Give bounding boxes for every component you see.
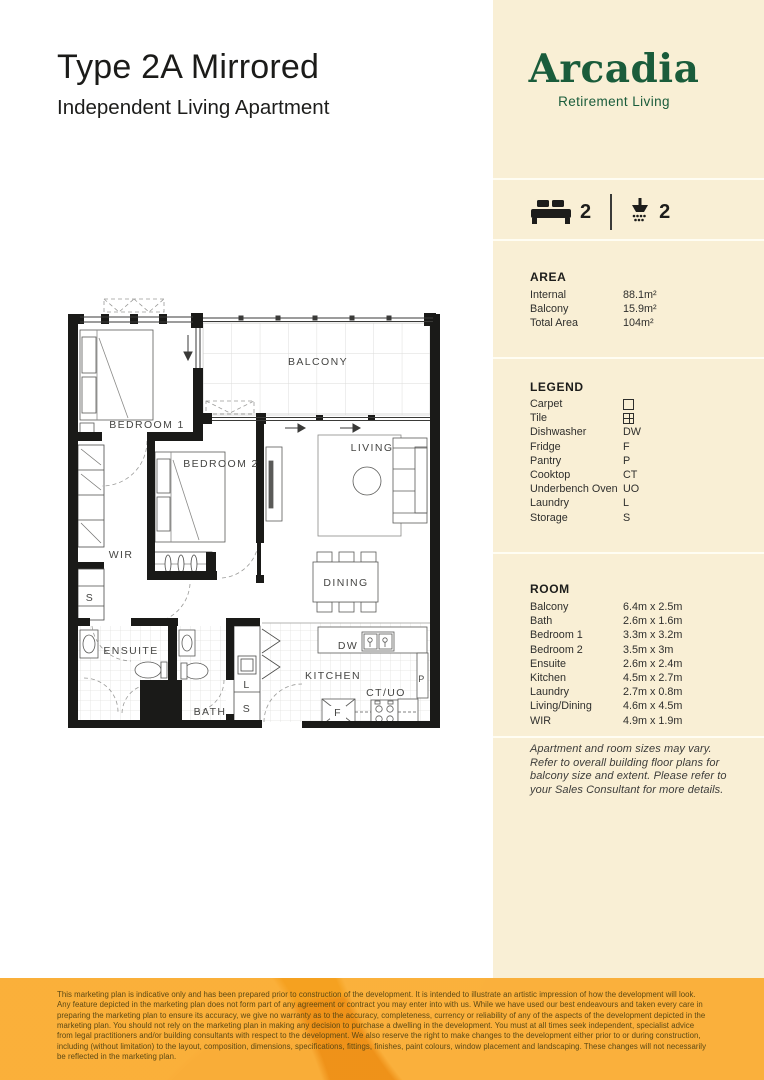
room-size: 2.6m x 2.4m <box>623 657 683 670</box>
room-row <box>530 685 750 699</box>
bathroom-count: 2 <box>659 200 671 223</box>
legend-row <box>530 454 750 468</box>
legend-code: L <box>623 497 630 510</box>
section-divider <box>493 552 764 554</box>
room-row <box>530 714 750 728</box>
room-heading: ROOM <box>530 582 570 596</box>
room-label: Bedroom 2 <box>530 643 583 656</box>
room-table <box>530 600 750 728</box>
room-size: 4.5m x 2.7m <box>623 671 683 684</box>
page-subtitle: Independent Living Apartment <box>57 96 330 119</box>
legend-label: Carpet <box>530 398 563 410</box>
room-label: WIR <box>530 714 551 727</box>
area-label: Internal <box>530 289 567 301</box>
legend-row <box>530 440 750 454</box>
plan-label-storage-wir: S <box>85 592 95 604</box>
legend-row <box>530 482 750 496</box>
area-value: 88.1m² <box>623 289 657 301</box>
section-divider <box>493 239 764 241</box>
area-label: Total Area <box>530 317 579 330</box>
legend-heading: LEGEND <box>530 380 584 394</box>
section-divider <box>493 178 764 180</box>
shower-icon <box>628 198 652 226</box>
plan-label-laundry: L <box>243 679 251 691</box>
room-label: Living/Dining <box>530 700 592 713</box>
area-heading: AREA <box>530 270 567 284</box>
legend-table <box>530 397 750 525</box>
legend-label: Tile <box>530 412 547 425</box>
bed-bath-stats <box>529 192 670 232</box>
brand-tagline: Retirement Living <box>558 94 670 109</box>
plan-label-kitchen: KITCHEN <box>305 670 361 682</box>
area-label: Balcony <box>530 303 569 316</box>
plan-label-balcony: BALCONY <box>288 356 348 368</box>
area-table <box>530 288 750 331</box>
room-size: 2.6m x 1.6m <box>623 615 683 628</box>
living-furniture <box>266 435 427 536</box>
area-row <box>530 288 750 302</box>
room-row <box>530 643 750 657</box>
legend-row <box>530 468 750 482</box>
info-panel <box>493 0 764 978</box>
plan-label-ensuite: ENSUITE <box>103 645 159 657</box>
plan-label-bath: BATH <box>193 706 227 718</box>
room-label: Kitchen <box>530 671 567 684</box>
plan-label-storage-laundry: S <box>242 703 252 715</box>
legend-code: S <box>623 511 631 524</box>
area-value: 15.9m² <box>623 303 657 316</box>
legend-code: P <box>623 454 631 467</box>
room-label: Bedroom 1 <box>530 629 583 642</box>
plan-label-bedroom2: BEDROOM 2 <box>183 458 259 470</box>
disclaimer-text: This marketing plan is indicative only and has been prepared prior to construction of the development. It is intended to illustrate an artistic impression of how the development will look. Any feature depicted in the marketing plan does not form part of any agreement or contract you may enter into with us. While we have used our best endeavours and taken every care in preparing the marketing plan to ensure its accuracy, we give no warranty as to the accuracy, completeness, currency or reliability of any of the aspects of the development depicted in the marketing plan. You should not rely on the marketing plan in making any decision to purchase a dwelling in the development. You must at all times seek independent, specialist advice from legal practitioners and/or building consultants with respect to the development. We also reserve the right to make changes to the development either prior to or during construction, including (without limitation) to the layout, composition, dimensions, specifications, fittings, finishes, paint colours, window placement and landscaping. These changes will not necessarily be reflected in the marketing plan. <box>57 990 707 1062</box>
legend-code: DW <box>623 426 641 439</box>
legend-label: Underbench Oven <box>530 483 618 496</box>
room-label: Ensuite <box>530 657 567 670</box>
legend-label: Cooktop <box>530 468 571 481</box>
room-size: 3.5m x 3m <box>623 643 674 656</box>
room-size: 2.7m x 0.8m <box>623 686 683 699</box>
area-row <box>530 302 750 316</box>
room-label: Balcony <box>530 601 569 613</box>
plan-label-living: LIVING <box>350 442 394 454</box>
title-block <box>57 48 329 120</box>
legend-label: Laundry <box>530 497 570 510</box>
legend-label: Storage <box>530 511 568 524</box>
legend-row <box>530 397 750 411</box>
stats-divider <box>610 194 612 230</box>
tile-swatch-icon <box>623 413 634 424</box>
brand-logo <box>493 46 735 109</box>
page-title: Type 2A Mirrored <box>57 48 320 86</box>
carpet-swatch-icon <box>623 399 634 410</box>
room-row <box>530 600 750 614</box>
plan-label-ctuo: CT/UO <box>366 687 406 699</box>
plan-label-dw: DW <box>337 640 359 652</box>
plan-label-pantry: P <box>418 674 426 684</box>
legend-row <box>530 511 750 525</box>
bed-icon <box>529 199 573 226</box>
plan-label-bedroom1: BEDROOM 1 <box>109 419 185 431</box>
room-size: 6.4m x 2.5m <box>623 601 683 613</box>
plan-label-wir: WIR <box>108 549 134 561</box>
room-row <box>530 671 750 685</box>
legend-label: Fridge <box>530 440 561 453</box>
room-size: 4.9m x 1.9m <box>623 714 683 727</box>
plan-label-dining: DINING <box>323 577 369 589</box>
plan-label-fridge: F <box>334 707 342 719</box>
area-row <box>530 316 750 330</box>
legend-row <box>530 411 750 425</box>
bedroom-count: 2 <box>580 200 592 223</box>
room-size: 3.3m x 3.2m <box>623 629 683 642</box>
section-divider <box>493 357 764 359</box>
section-divider <box>493 736 764 738</box>
room-row <box>530 628 750 642</box>
room-row <box>530 614 750 628</box>
room-row <box>530 657 750 671</box>
room-row <box>530 699 750 713</box>
legend-label: Pantry <box>530 454 562 467</box>
legend-code: F <box>623 440 630 453</box>
disclaimer-banner <box>0 978 764 1080</box>
legend-row <box>530 425 750 439</box>
room-label: Laundry <box>530 686 570 699</box>
legend-code: UO <box>623 483 640 496</box>
sizes-note: Apartment and room sizes may vary. Refer to overall building floor plans for balcony size and extent. Please refer to your Sales Consultant for more details. <box>530 743 727 796</box>
legend-row <box>530 496 750 510</box>
brand-name: Arcadia <box>528 46 700 92</box>
floor-plan <box>55 280 465 740</box>
legend-label: Dishwasher <box>530 426 587 439</box>
area-value: 104m² <box>623 317 654 330</box>
room-size: 4.6m x 4.5m <box>623 700 683 713</box>
legend-code: CT <box>623 468 638 481</box>
room-label: Bath <box>530 615 553 628</box>
